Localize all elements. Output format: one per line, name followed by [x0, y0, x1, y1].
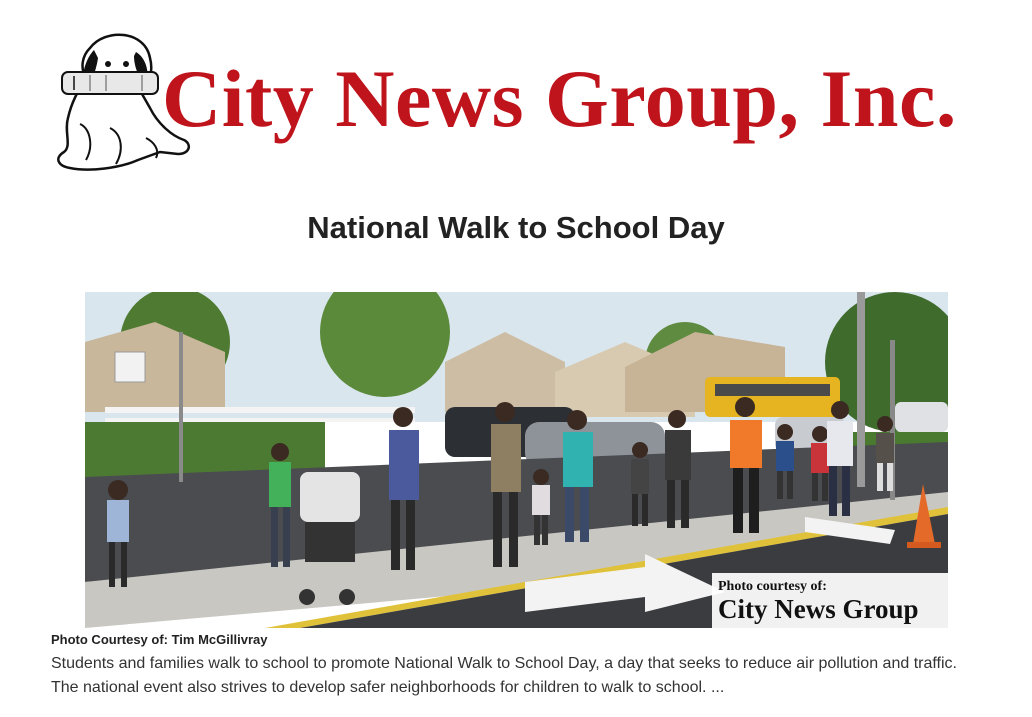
watermark-brand: City News Group	[718, 594, 919, 624]
article-title[interactable]: National Walk to School Day	[307, 210, 725, 245]
brand-name: City News Group, Inc.	[162, 53, 957, 144]
watermark-caption: Photo courtesy of:	[718, 579, 827, 594]
article-summary[interactable]: Students and families walk to school to promote National Walk to School Day, a day that seeks to reduce air pollution and traffic. The national event also strives to develop safer neighborhoods for children to walk to school. ...	[51, 655, 957, 696]
photo-credit: Photo Courtesy of: Tim McGillivray	[51, 632, 268, 647]
masthead-banner[interactable]	[50, 28, 970, 178]
photo-watermark	[712, 573, 948, 628]
article-photo[interactable]	[85, 292, 948, 628]
